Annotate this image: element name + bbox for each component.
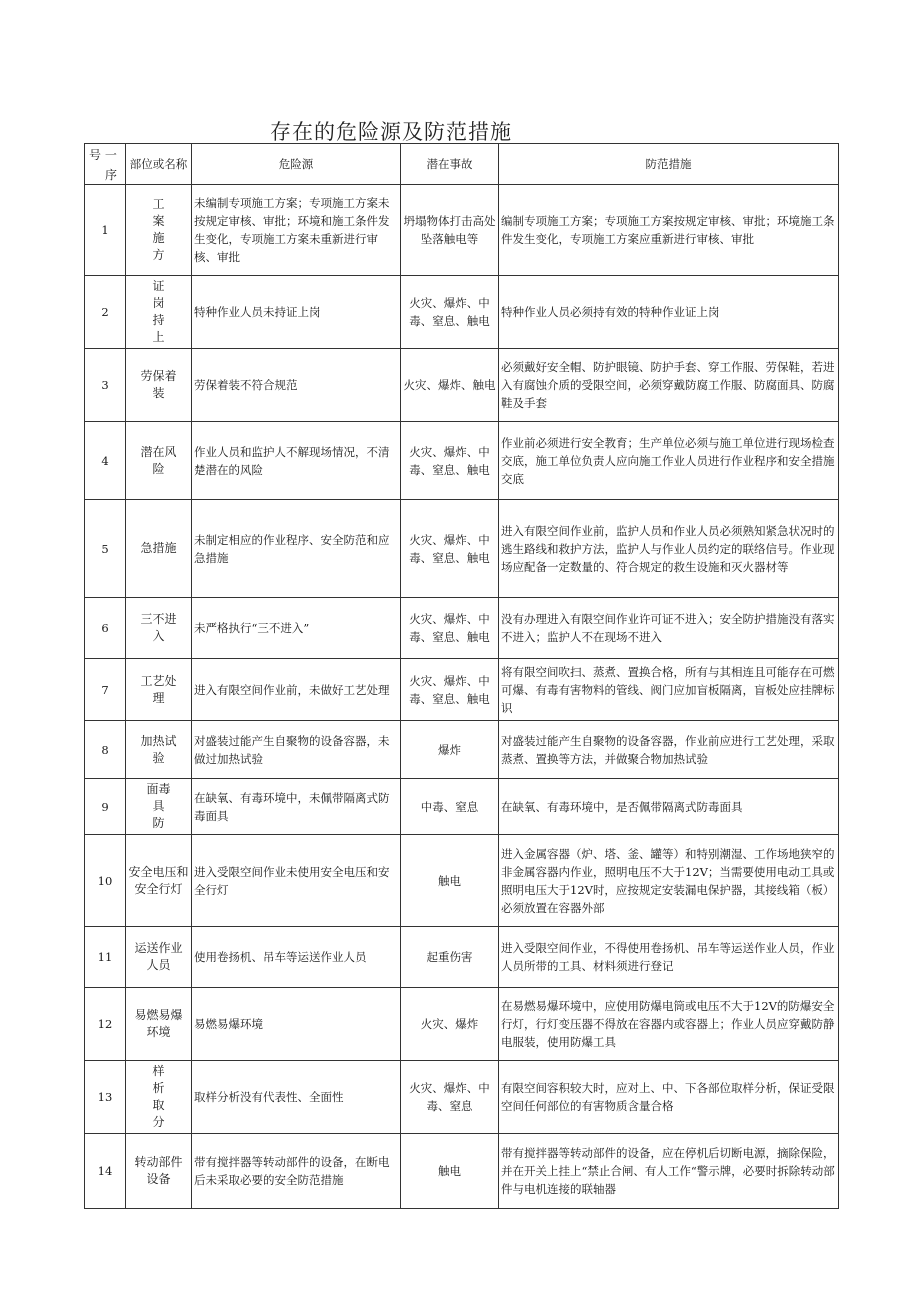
row-measures: 进入金属容器（炉、塔、釜、罐等）和特别潮湿、工作场地狭窄的非金属容器内作业，照明电压不大于12V；当需要使用电动工具或照明电压大于12V时，应按规定安装漏电保护器，其接线箱（板）必须放置在容器外部	[499, 835, 839, 927]
row-accident: 爆炸	[401, 721, 499, 779]
row-number: 13	[85, 1061, 126, 1134]
row-accident: 坍塌物体打击高处坠落触电等	[401, 185, 499, 276]
row-hazard: 劳保着装不符合规范	[192, 349, 401, 422]
row-number: 12	[85, 988, 126, 1061]
row-accident: 火灾、爆炸、触电	[401, 349, 499, 422]
header-accident: 潜在事故	[401, 144, 499, 185]
row-hazard: 特种作业人员未持证上岗	[192, 276, 401, 349]
table-row	[85, 598, 839, 659]
table-row	[85, 185, 839, 276]
row-hazard: 未编制专项施工方案；专项施工方案未按规定审核、审批；环境和施工条件发生变化，专项施工方案未重新进行审核、审批	[192, 185, 401, 276]
row-part: 急措施	[126, 500, 192, 598]
row-measures: 没有办理进入有限空间作业许可证不进入；安全防护措施没有落实不进入；监护人不在现场不进入	[499, 598, 839, 659]
row-accident: 火灾、爆炸、中毒、窒息、触电	[401, 276, 499, 349]
row-part: 加热试 验	[126, 721, 192, 779]
row-accident: 火灾、爆炸	[401, 988, 499, 1061]
row-part: 证 岗 持 上	[126, 276, 192, 349]
row-number: 1	[85, 185, 126, 276]
row-hazard: 对盛装过能产生自聚物的设备容器，未做过加热试验	[192, 721, 401, 779]
row-measures: 特种作业人员必须持有效的特种作业证上岗	[499, 276, 839, 349]
row-accident: 火灾、爆炸、中毒、窒息、触电	[401, 500, 499, 598]
row-number: 3	[85, 349, 126, 422]
row-hazard: 未严格执行“三不进入”	[192, 598, 401, 659]
row-accident: 中毒、窒息	[401, 779, 499, 835]
row-hazard: 在缺氧、有毒环境中，未佩带隔离式防毒面具	[192, 779, 401, 835]
header-no-bottom: 序	[105, 168, 118, 182]
row-number: 9	[85, 779, 126, 835]
row-part: 潜在风 险	[126, 422, 192, 500]
row-number: 4	[85, 422, 126, 500]
table-row	[85, 349, 839, 422]
row-accident: 火灾、爆炸、中毒、窒息、触电	[401, 598, 499, 659]
row-hazard: 进入有限空间作业前，未做好工艺处理	[192, 659, 401, 721]
table-row	[85, 988, 839, 1061]
row-hazard: 作业人员和监护人不解现场情况，不清楚潜在的风险	[192, 422, 401, 500]
row-measures: 编制专项施工方案；专项施工方案按规定审核、审批；环境施工条件发生变化，专项施工方案应重新进行审核、审批	[499, 185, 839, 276]
row-number: 5	[85, 500, 126, 598]
table-row	[85, 659, 839, 721]
row-part: 易燃易爆 环境	[126, 988, 192, 1061]
table-row	[85, 1061, 839, 1134]
row-part: 面毒 具 防	[126, 779, 192, 835]
row-measures: 将有限空间吹扫、蒸煮、置换合格，所有与其相连且可能存在可燃可爆、有毒有害物料的管线、阀门应加盲板隔离，盲板处应挂牌标识	[499, 659, 839, 721]
row-accident: 火灾、爆炸、中毒、窒息、触电	[401, 659, 499, 721]
table-row	[85, 927, 839, 988]
table-row	[85, 779, 839, 835]
row-hazard: 未制定相应的作业程序、安全防范和应急措施	[192, 500, 401, 598]
table-header-row	[85, 144, 839, 185]
row-part: 劳保着 装	[126, 349, 192, 422]
header-no-top: 号 一	[89, 148, 117, 162]
row-number: 6	[85, 598, 126, 659]
table-row	[85, 500, 839, 598]
row-hazard: 带有搅拌器等转动部件的设备，在断电后未采取必要的安全防范措施	[192, 1134, 401, 1209]
row-measures: 带有搅拌器等转动部件的设备，应在停机后切断电源，摘除保险，并在开关上挂上“禁止合闸、有人工作“警示牌，必要时拆除转动部件与电机连接的联轴器	[499, 1134, 839, 1209]
row-number: 7	[85, 659, 126, 721]
row-measures: 有限空间容积较大时，应对上、中、下各部位取样分析，保证受限空间任何部位的有害物质含量合格	[499, 1061, 839, 1134]
row-part: 样 析 取 分	[126, 1061, 192, 1134]
table-row	[85, 276, 839, 349]
row-accident: 起重伤害	[401, 927, 499, 988]
row-number: 10	[85, 835, 126, 927]
row-hazard: 易燃易爆环境	[192, 988, 401, 1061]
header-no	[85, 144, 126, 185]
row-part: 工艺处 理	[126, 659, 192, 721]
row-number: 8	[85, 721, 126, 779]
row-accident: 火灾、爆炸、中毒、窒息、触电	[401, 422, 499, 500]
row-number: 2	[85, 276, 126, 349]
row-part: 工 案 施 方	[126, 185, 192, 276]
header-measures: 防范措施	[499, 144, 839, 185]
row-part: 安全电压和安全行灯	[126, 835, 192, 927]
row-measures: 作业前必须进行安全教育；生产单位必须与施工单位进行现场检查交底，施工单位负责人应向施工作业人员进行作业程序和安全措施交底	[499, 422, 839, 500]
row-measures: 在易燃易爆环境中，应使用防爆电筒或电压不大于12V的防爆安全行灯，行灯变压器不得放在容器内或容器上；作业人员应穿戴防静电服装，使用防爆工具	[499, 988, 839, 1061]
row-part: 三不进 入	[126, 598, 192, 659]
table-row	[85, 1134, 839, 1209]
row-hazard: 进入受限空间作业未使用安全电压和安全行灯	[192, 835, 401, 927]
row-part: 转动部件 设备	[126, 1134, 192, 1209]
row-measures: 进入受限空间作业，不得使用卷扬机、吊车等运送作业人员，作业人员所带的工具、材料须进行登记	[499, 927, 839, 988]
row-measures: 必须戴好安全帽、防护眼镜、防护手套、穿工作服、劳保鞋，若进入有腐蚀介质的受限空间，必须穿戴防腐工作服、防腐面具、防腐鞋及手套	[499, 349, 839, 422]
table-row	[85, 721, 839, 779]
row-accident: 火灾、爆炸、中毒、窒息	[401, 1061, 499, 1134]
table-row	[85, 422, 839, 500]
page-title: 存在的危险源及防范措施	[270, 120, 512, 144]
row-number: 14	[85, 1134, 126, 1209]
row-hazard: 使用卷扬机、吊车等运送作业人员	[192, 927, 401, 988]
row-measures: 进入有限空间作业前，监护人员和作业人员必须熟知紧急状况时的逃生路线和救护方法，监护人与作业人员约定的联络信号。作业现场应配备一定数量的、符合规定的救生设施和灭火器材等	[499, 500, 839, 598]
row-accident: 触电	[401, 835, 499, 927]
hazard-table	[84, 143, 839, 1209]
header-hazard: 危险源	[192, 144, 401, 185]
table-row	[85, 835, 839, 927]
header-part: 部位或名称	[126, 144, 192, 185]
row-part: 运送作业 人员	[126, 927, 192, 988]
row-number: 11	[85, 927, 126, 988]
row-measures: 在缺氧、有毒环境中，是否佩带隔离式防毒面具	[499, 779, 839, 835]
row-hazard: 取样分析没有代表性、全面性	[192, 1061, 401, 1134]
row-accident: 触电	[401, 1134, 499, 1209]
row-measures: 对盛装过能产生自聚物的设备容器，作业前应进行工艺处理，采取蒸煮、置换等方法，并做聚合物加热试验	[499, 721, 839, 779]
